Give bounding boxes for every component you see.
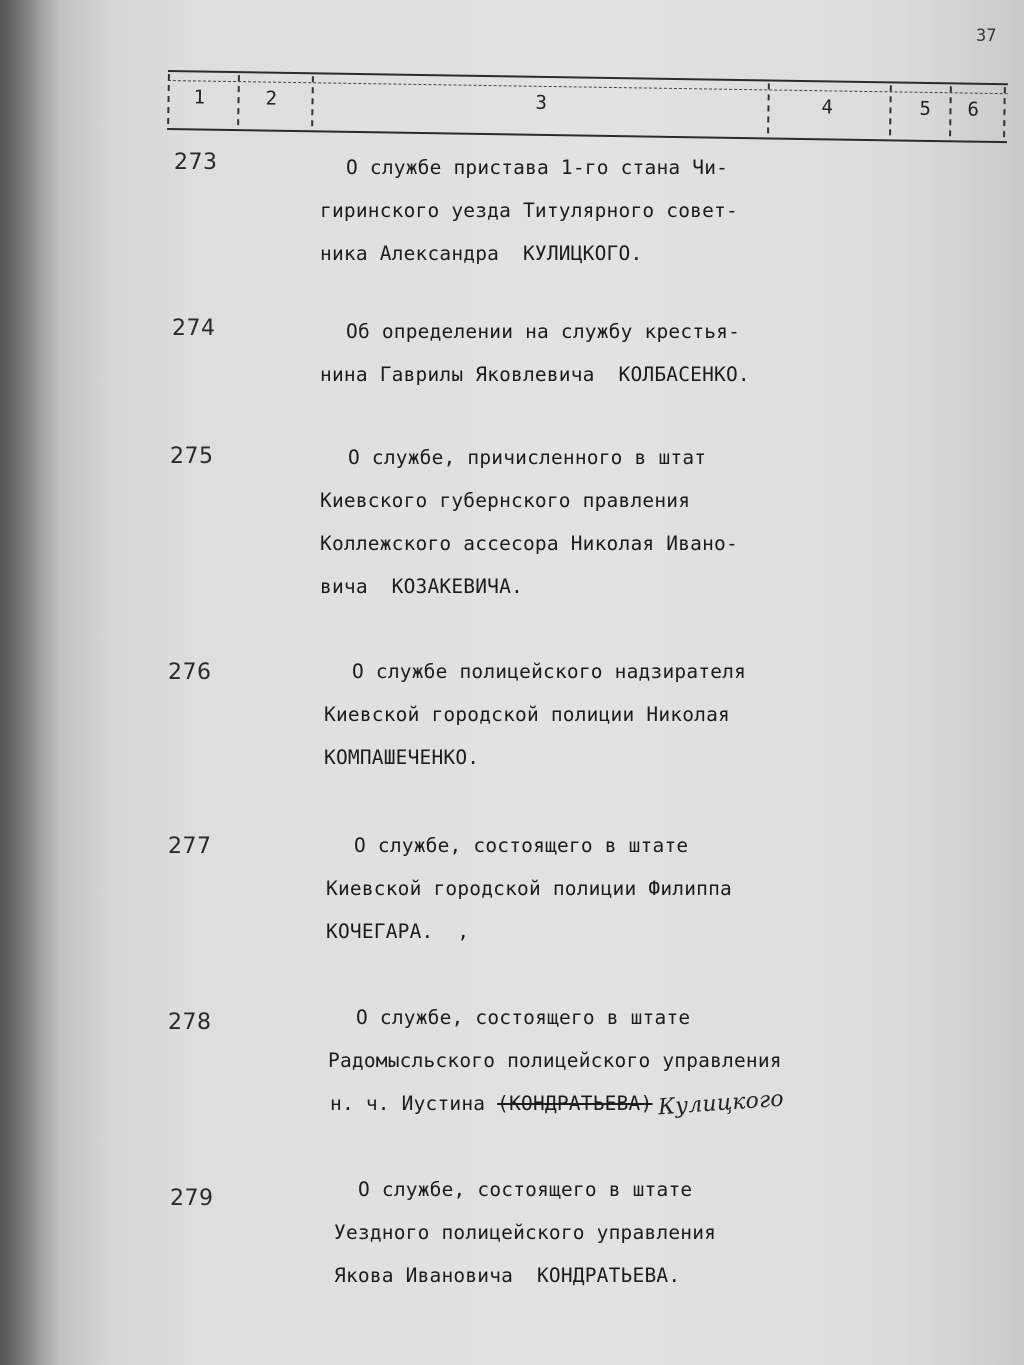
- handwritten-correction: Кулицкого: [657, 1086, 785, 1121]
- entry-line: ника Александра КУЛИЦКОГО.: [320, 242, 643, 265]
- entry-number: 278: [168, 1010, 212, 1035]
- column-divider: [949, 86, 952, 136]
- column-label-3: 3: [535, 91, 548, 114]
- column-label-4: 4: [821, 96, 834, 119]
- entry-line: О службе пристава 1-го стана Чи-: [346, 156, 729, 179]
- column-label-2: 2: [265, 87, 278, 110]
- binding-shadow: [0, 0, 60, 1365]
- struck-surname: (КОНДРАТЬЕВА): [497, 1092, 653, 1115]
- entry-line: гиринского уезда Титулярного совет-: [320, 199, 738, 222]
- column-label-5: 5: [919, 97, 932, 120]
- entry-line: вича КОЗАКЕВИЧА.: [320, 575, 523, 598]
- header-rule: [168, 80, 1008, 94]
- entry-line: Киевской городской полиции Николая: [324, 703, 730, 726]
- entry-number: 277: [168, 834, 212, 859]
- entry-line: Уездного полицейского управления: [334, 1221, 717, 1244]
- column-divider: [311, 76, 314, 126]
- entry-line: Якова Ивановича КОНДРАТЬЕВА.: [334, 1264, 681, 1287]
- entry-number: 274: [172, 316, 216, 341]
- entry-number: 273: [174, 150, 218, 175]
- column-label-1: 1: [193, 86, 206, 109]
- entry-line-corrected: [330, 1082, 784, 1125]
- column-divider: [237, 75, 240, 125]
- entry-number: 275: [170, 444, 214, 469]
- entry-line: О службе, состоящего в штате: [354, 834, 689, 857]
- entry-number: 276: [168, 660, 212, 685]
- entry-number: 279: [170, 1186, 214, 1211]
- entry-line: КОЧЕГАРА. ,: [326, 920, 470, 943]
- entry-line: О службе полицейского надзирателя: [352, 660, 747, 683]
- column-divider: [1003, 87, 1006, 137]
- entry-line: Коллежского ассесора Николая Ивано-: [320, 532, 738, 555]
- entry-line: О службе, состоящего в штате: [356, 1006, 691, 1029]
- entry-line: КОМПАШЕЧЕНКО.: [324, 746, 480, 769]
- column-header-table: [167, 70, 1008, 143]
- entry-line: Киевского губернского правления: [320, 489, 691, 512]
- entry-line: О службе, причисленного в штат: [348, 446, 707, 469]
- entry-line: нина Гаврилы Яковлевича КОЛБАСЕНКО.: [320, 363, 750, 386]
- column-label-6: 6: [967, 98, 980, 121]
- column-divider: [167, 74, 170, 124]
- entry-line: Киевской городской полиции Филиппа: [326, 877, 732, 900]
- entry-line: О службе, состоящего в штате: [358, 1178, 693, 1201]
- column-divider: [767, 83, 770, 133]
- column-divider: [889, 85, 892, 135]
- entry-line-prefix: н. ч. Иустина: [330, 1092, 498, 1115]
- entry-line: Радомысльского полицейского управления: [328, 1049, 782, 1072]
- page-number: 37: [976, 26, 997, 46]
- entry-line: Об определении на службу крестья-: [346, 320, 741, 343]
